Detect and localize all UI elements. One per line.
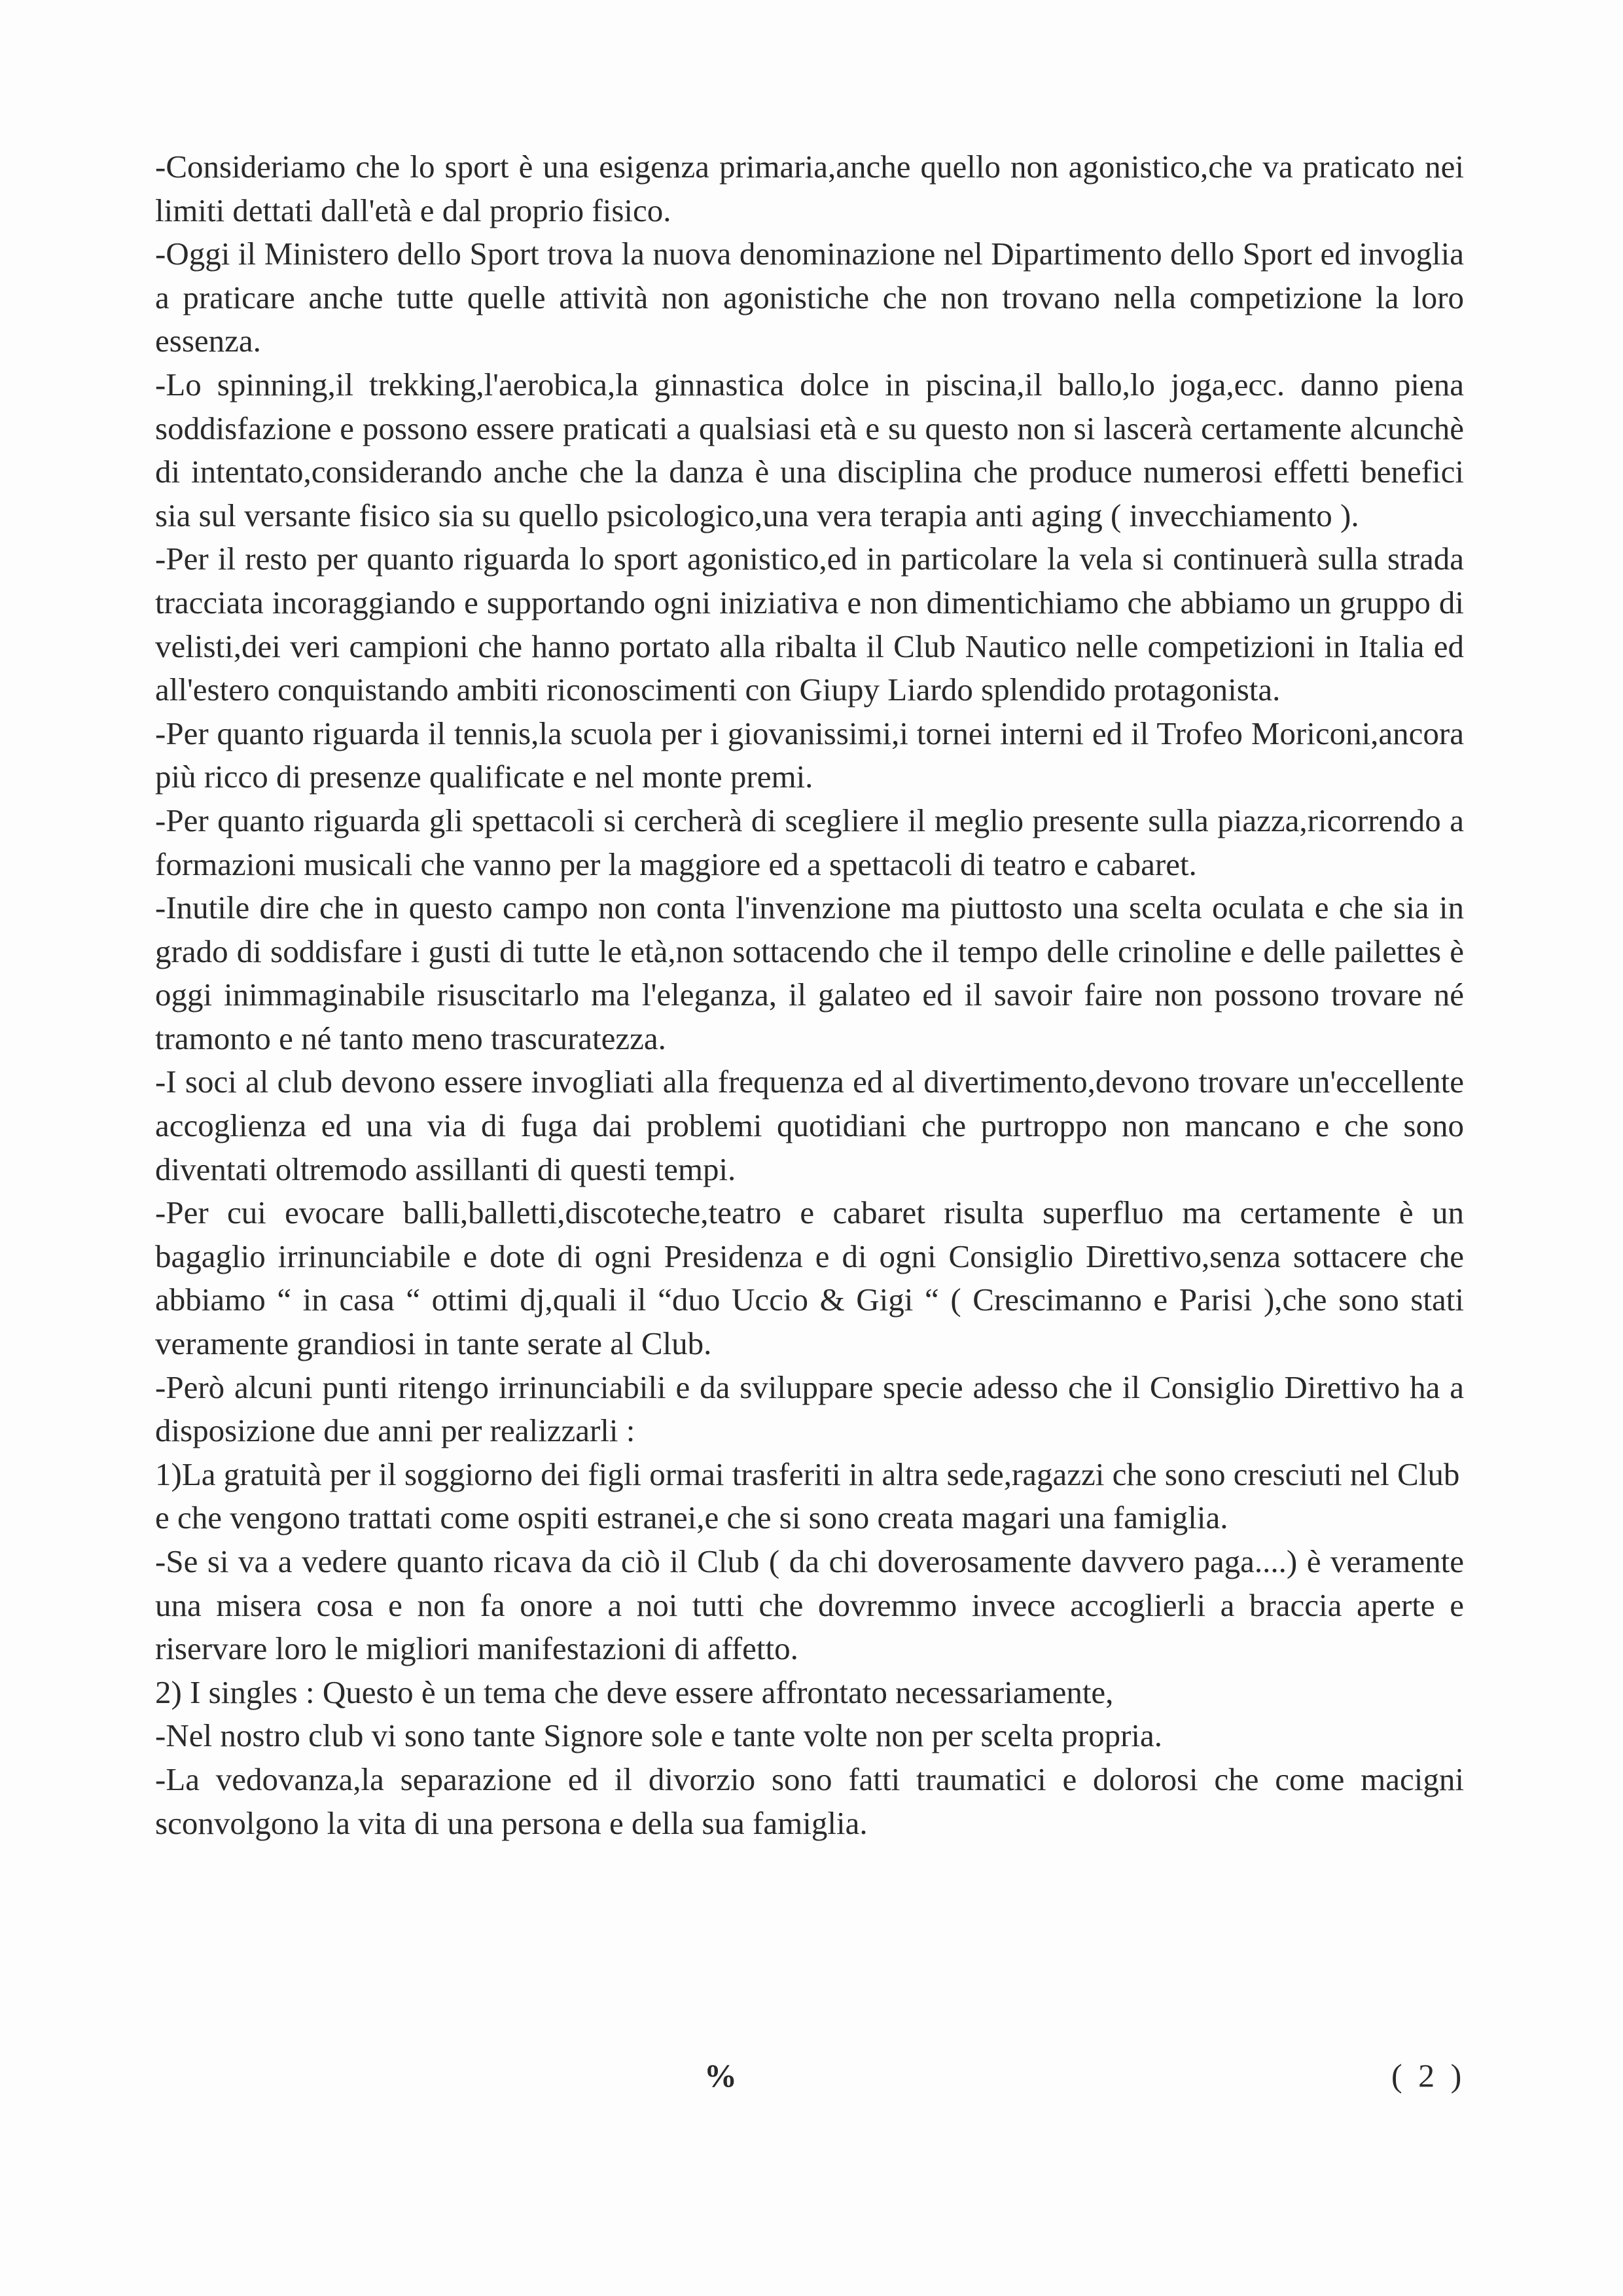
paragraph-agonistic-sailing: -Per il resto per quanto riguarda lo sport agonistico,ed in particolare la vela si continuerà sulla strada tracciata incoraggiando e supportando ogni iniziativa e non dimentichiamo che abbiamo un gruppo di velisti,dei veri campioni che hanno portato alla ribalta il Club Nautico nelle competizioni in Italia ed all'estero conquistando ambiti riconoscimenti con Giupy Liardo splendido protagonista. bbox=[155, 541, 1464, 708]
paragraph-key-points: -Però alcuni punti ritengo irrinunciabili e da sviluppare specie adesso che il Consiglio Direttivo ha a disposizione due anni per realizzarli : bbox=[155, 1369, 1464, 1449]
paragraph-dances-cabaret: -Per cui evocare balli,balletti,discoteche,teatro e cabaret risulta superfluo ma certamente è un bagaglio irrinunciabile e dote di ogni Presidenza e di ogni Consiglio Direttivo,senza sottacere che abbiamo “ in casa “ ottimi dj,quali il “duo Uccio & Gigi “ ( Crescimanno e Parisi ),che sono stati veramente grandiosi in tante serate al Club. bbox=[155, 1194, 1464, 1362]
body-text bbox=[155, 145, 1464, 1845]
paragraph-spinning-trekking: -Lo spinning,il trekking,l'aerobica,la ginnastica dolce in piscina,il ballo,lo joga,ecc. danno piena soddisfazione e possono essere praticati a qualsiasi età e su questo non si lascerà certamente alcunchè di intentato,considerando anche che la danza è una disciplina che produce numerosi effetti benefici sia sul versante fisico sia su quello psicologico,una vera terapia anti aging ( invecchiamento ). bbox=[155, 366, 1464, 533]
paragraph-single-ladies: -Nel nostro club vi sono tante Signore sole e tante volte non per scelta propria. bbox=[155, 1717, 1163, 1754]
paragraph-club-members: -I soci al club devono essere invogliati alla frequenza ed al divertimento,devono trovare un'eccellente accoglienza ed una via di fuga dai problemi quotidiani che purtroppo non mancano e che sono diventati oltremodo assillanti di questi tempi. bbox=[155, 1064, 1464, 1187]
paragraph-elegance: -Inutile dire che in questo campo non conta l'invenzione ma piuttosto una scelta oculata e che sia in grado di soddisfare i gusti di tutte le età,non sottacendo che il tempo delle crinoline e delle pailettes è oggi inimmaginabile risuscitarlo ma l'eleganza, il galateo ed il savoir faire non possono trovare né tramonto e né tanto meno trascuratezza. bbox=[155, 889, 1464, 1056]
paragraph-tennis: -Per quanto riguarda il tennis,la scuola per i giovanissimi,i tornei interni ed il Trofeo Moriconi,ancora più ricco di presenze qualificate e nel monte premi. bbox=[155, 715, 1464, 795]
paragraph-widowhood: -La vedovanza,la separazione ed il divorzio sono fatti traumatici e dolorosi che come macigni sconvolgono la vita di una persona e della sua famiglia. bbox=[155, 1761, 1464, 1841]
paragraph-club-revenue: -Se si va a vedere quanto ricava da ciò il Club ( da chi doverosamente davvero paga....) è veramente una misera cosa e non fa onore a noi tutti che dovremmo invece accoglierli a braccia aperte e riservare loro le migliori manifestazioni di affetto. bbox=[155, 1543, 1464, 1667]
paragraph-shows: -Per quanto riguarda gli spettacoli si cercherà di scegliere il meglio presente sulla piazza,ricorrendo a formazioni musicali che vanno per la maggiore ed a spettacoli di teatro e cabaret. bbox=[155, 802, 1464, 882]
paragraph-point-1: 1)La gratuità per il soggiorno dei figli ormai trasferiti in altra sede,ragazzi che sono cresciuti nel Club e che vengono trattati come ospiti estranei,e che si sono creata magari una famiglia. bbox=[155, 1456, 1460, 1536]
page-number: ( 2 ) bbox=[1391, 2057, 1466, 2094]
paragraph-ministry-sport: -Oggi il Ministero dello Sport trova la nuova denominazione nel Dipartimento dello Sport ed invoglia a praticare anche tutte quelle attività non agonistiche che non trovano nella competizione la loro essenza. bbox=[155, 236, 1464, 359]
paragraph-point-2-singles: 2) I singles : Questo è un tema che deve essere affrontato necessariamente, bbox=[155, 1674, 1114, 1710]
paragraph-sport-primary-need: -Consideriamo che lo sport è una esigenza primaria,anche quello non agonistico,che va praticato nei limiti dettati dall'età e dal proprio fisico. bbox=[155, 149, 1464, 228]
footer-percent-symbol: % bbox=[704, 2057, 737, 2094]
